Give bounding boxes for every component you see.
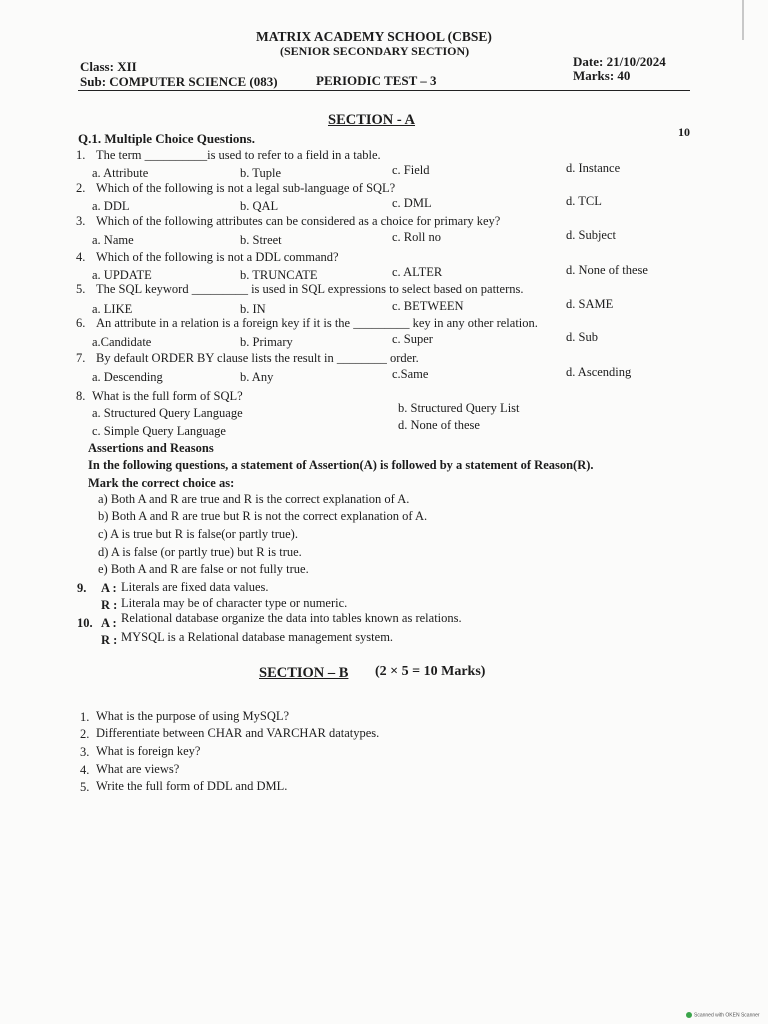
- section-a-title: SECTION - A: [328, 112, 416, 128]
- ar-option: c) A is true but R is false(or partly true).: [98, 527, 298, 541]
- mcq-number: 4.: [76, 250, 86, 264]
- q8-option-a: a. Structured Query Language: [92, 406, 243, 420]
- q9-reason: Literala may be of character type or numeric.: [121, 596, 348, 610]
- q10-assertion: Relational database organize the data into tables known as relations.: [121, 611, 462, 625]
- mcq-option-a: a. Descending: [92, 370, 163, 384]
- mcq-option-d: d. Ascending: [566, 365, 632, 379]
- mcq-question: Which of the following attributes can be considered as a choice for primary key?: [96, 214, 501, 228]
- mcq-option-b: b. Tuple: [240, 166, 281, 180]
- mcq-option-b: b. Street: [240, 233, 282, 247]
- section-b-title: SECTION – B: [259, 665, 349, 681]
- q8-text: What is the full form of SQL?: [92, 389, 243, 403]
- section-b-question: What is the purpose of using MySQL?: [96, 709, 290, 723]
- test-title: PERIODIC TEST – 3: [316, 73, 437, 88]
- mcq-option-d: d. Instance: [566, 161, 621, 175]
- ar-option: a) Both A and R are true and R is the correct explanation of A.: [98, 492, 410, 506]
- mcq-option-d: d. TCL: [566, 194, 602, 208]
- ar-option: b) Both A and R are true but R is not the correct explanation of A.: [98, 509, 428, 523]
- mcq-option-a: a. DDL: [92, 199, 130, 213]
- q9-reason-label: R :: [101, 598, 118, 612]
- mcq-number: 6.: [76, 316, 86, 330]
- mcq-number: 2.: [76, 181, 86, 195]
- ar-instruction: In the following questions, a statement of Assertion(A) is followed by a statement of Reason(R).: [88, 458, 594, 472]
- ar-option: d) A is false (or partly true) but R is true.: [98, 545, 302, 559]
- q8-number: 8.: [76, 389, 86, 403]
- scanner-watermark: [686, 1012, 760, 1018]
- ar-option: e) Both A and R are false or not fully true.: [98, 562, 309, 576]
- class-label: Class: XII: [80, 59, 137, 74]
- mcq-option-a: a.Candidate: [92, 335, 152, 349]
- section-b-question: What are views?: [96, 762, 180, 776]
- mcq-number: 5.: [76, 282, 86, 296]
- section-b-question-number: 1.: [80, 710, 90, 724]
- mcq-option-d: d. None of these: [566, 263, 648, 277]
- q10-number: 10.: [77, 616, 93, 630]
- q10-reason-label: R :: [101, 633, 118, 647]
- mcq-option-b: b. Any: [240, 370, 274, 384]
- mcq-option-d: d. Sub: [566, 330, 598, 344]
- section-b-question-number: 3.: [80, 745, 90, 759]
- q1-heading: Q.1. Multiple Choice Questions.: [78, 131, 255, 146]
- q1-marks: 10: [678, 125, 690, 139]
- marks-label: Marks: 40: [573, 68, 631, 83]
- section-b-question-number: 5.: [80, 780, 90, 794]
- mcq-option-b: b. IN: [240, 302, 266, 316]
- scanner-logo-icon: [686, 1012, 692, 1018]
- section-b-question: Write the full form of DDL and DML.: [96, 779, 288, 793]
- q8-option-b: b. Structured Query List: [398, 401, 520, 415]
- section-b-question: What is foreign key?: [96, 744, 201, 758]
- mcq-question: Which of the following is not a legal sub-language of SQL?: [96, 181, 396, 195]
- mcq-question: The SQL keyword _________ is used in SQL expressions to select based on patterns.: [96, 282, 524, 296]
- school-name: MATRIX ACADEMY SCHOOL (CBSE): [256, 29, 492, 44]
- q9-number: 9.: [77, 581, 87, 595]
- mcq-question: The term __________is used to refer to a field in a table.: [96, 148, 381, 162]
- scanner-watermark-text: Scanned with OKEN Scanner: [694, 1012, 760, 1019]
- mcq-question: By default ORDER BY clause lists the result in ________ order.: [96, 351, 419, 365]
- mcq-option-b: b. QAL: [240, 199, 279, 213]
- date-label: Date: 21/10/2024: [573, 54, 666, 69]
- mcq-question: An attribute in a relation is a foreign key if it is the _________ key in any other relation.: [96, 316, 538, 330]
- section-b-marks: (2 × 5 = 10 Marks): [375, 664, 486, 679]
- scan-edge-mark: [742, 0, 744, 40]
- mcq-option-a: a. LIKE: [92, 302, 133, 316]
- subject-label: Sub: COMPUTER SCIENCE (083): [80, 74, 278, 89]
- mcq-number: 3.: [76, 214, 86, 228]
- q8-option-c: c. Simple Query Language: [92, 424, 226, 438]
- mcq-option-c: c.Same: [392, 367, 429, 381]
- mcq-number: 1.: [76, 148, 86, 162]
- mcq-option-a: a. UPDATE: [92, 268, 152, 282]
- mcq-option-d: d. Subject: [566, 228, 616, 242]
- section-b-question-number: 4.: [80, 763, 90, 777]
- mcq-option-b: b. TRUNCATE: [240, 268, 318, 282]
- mcq-option-c: c. Roll no: [392, 230, 441, 244]
- mcq-option-c: c. Field: [392, 163, 430, 177]
- mcq-option-c: c. ALTER: [392, 265, 443, 279]
- section-b-question-number: 2.: [80, 727, 90, 741]
- ar-mark-label: Mark the correct choice as:: [88, 476, 235, 490]
- school-section: (SENIOR SECONDARY SECTION): [280, 44, 470, 58]
- section-b-question: Differentiate between CHAR and VARCHAR datatypes.: [96, 726, 380, 740]
- q9-assertion-label: A :: [101, 581, 117, 595]
- q10-reason: MYSQL is a Relational database management system.: [121, 630, 394, 644]
- mcq-question: Which of the following is not a DDL command?: [96, 250, 339, 264]
- mcq-option-b: b. Primary: [240, 335, 293, 349]
- q10-assertion-label: A :: [101, 616, 117, 630]
- mcq-option-c: c. BETWEEN: [392, 299, 464, 313]
- ar-heading: Assertions and Reasons: [88, 441, 214, 455]
- mcq-option-d: d. SAME: [566, 297, 614, 311]
- q9-assertion: Literals are fixed data values.: [121, 580, 269, 594]
- header-rule: [78, 90, 690, 91]
- mcq-number: 7.: [76, 351, 86, 365]
- mcq-option-a: a. Attribute: [92, 166, 149, 180]
- mcq-option-c: c. DML: [392, 196, 432, 210]
- q8-option-d: d. None of these: [398, 418, 480, 432]
- mcq-option-a: a. Name: [92, 233, 134, 247]
- mcq-option-c: c. Super: [392, 332, 433, 346]
